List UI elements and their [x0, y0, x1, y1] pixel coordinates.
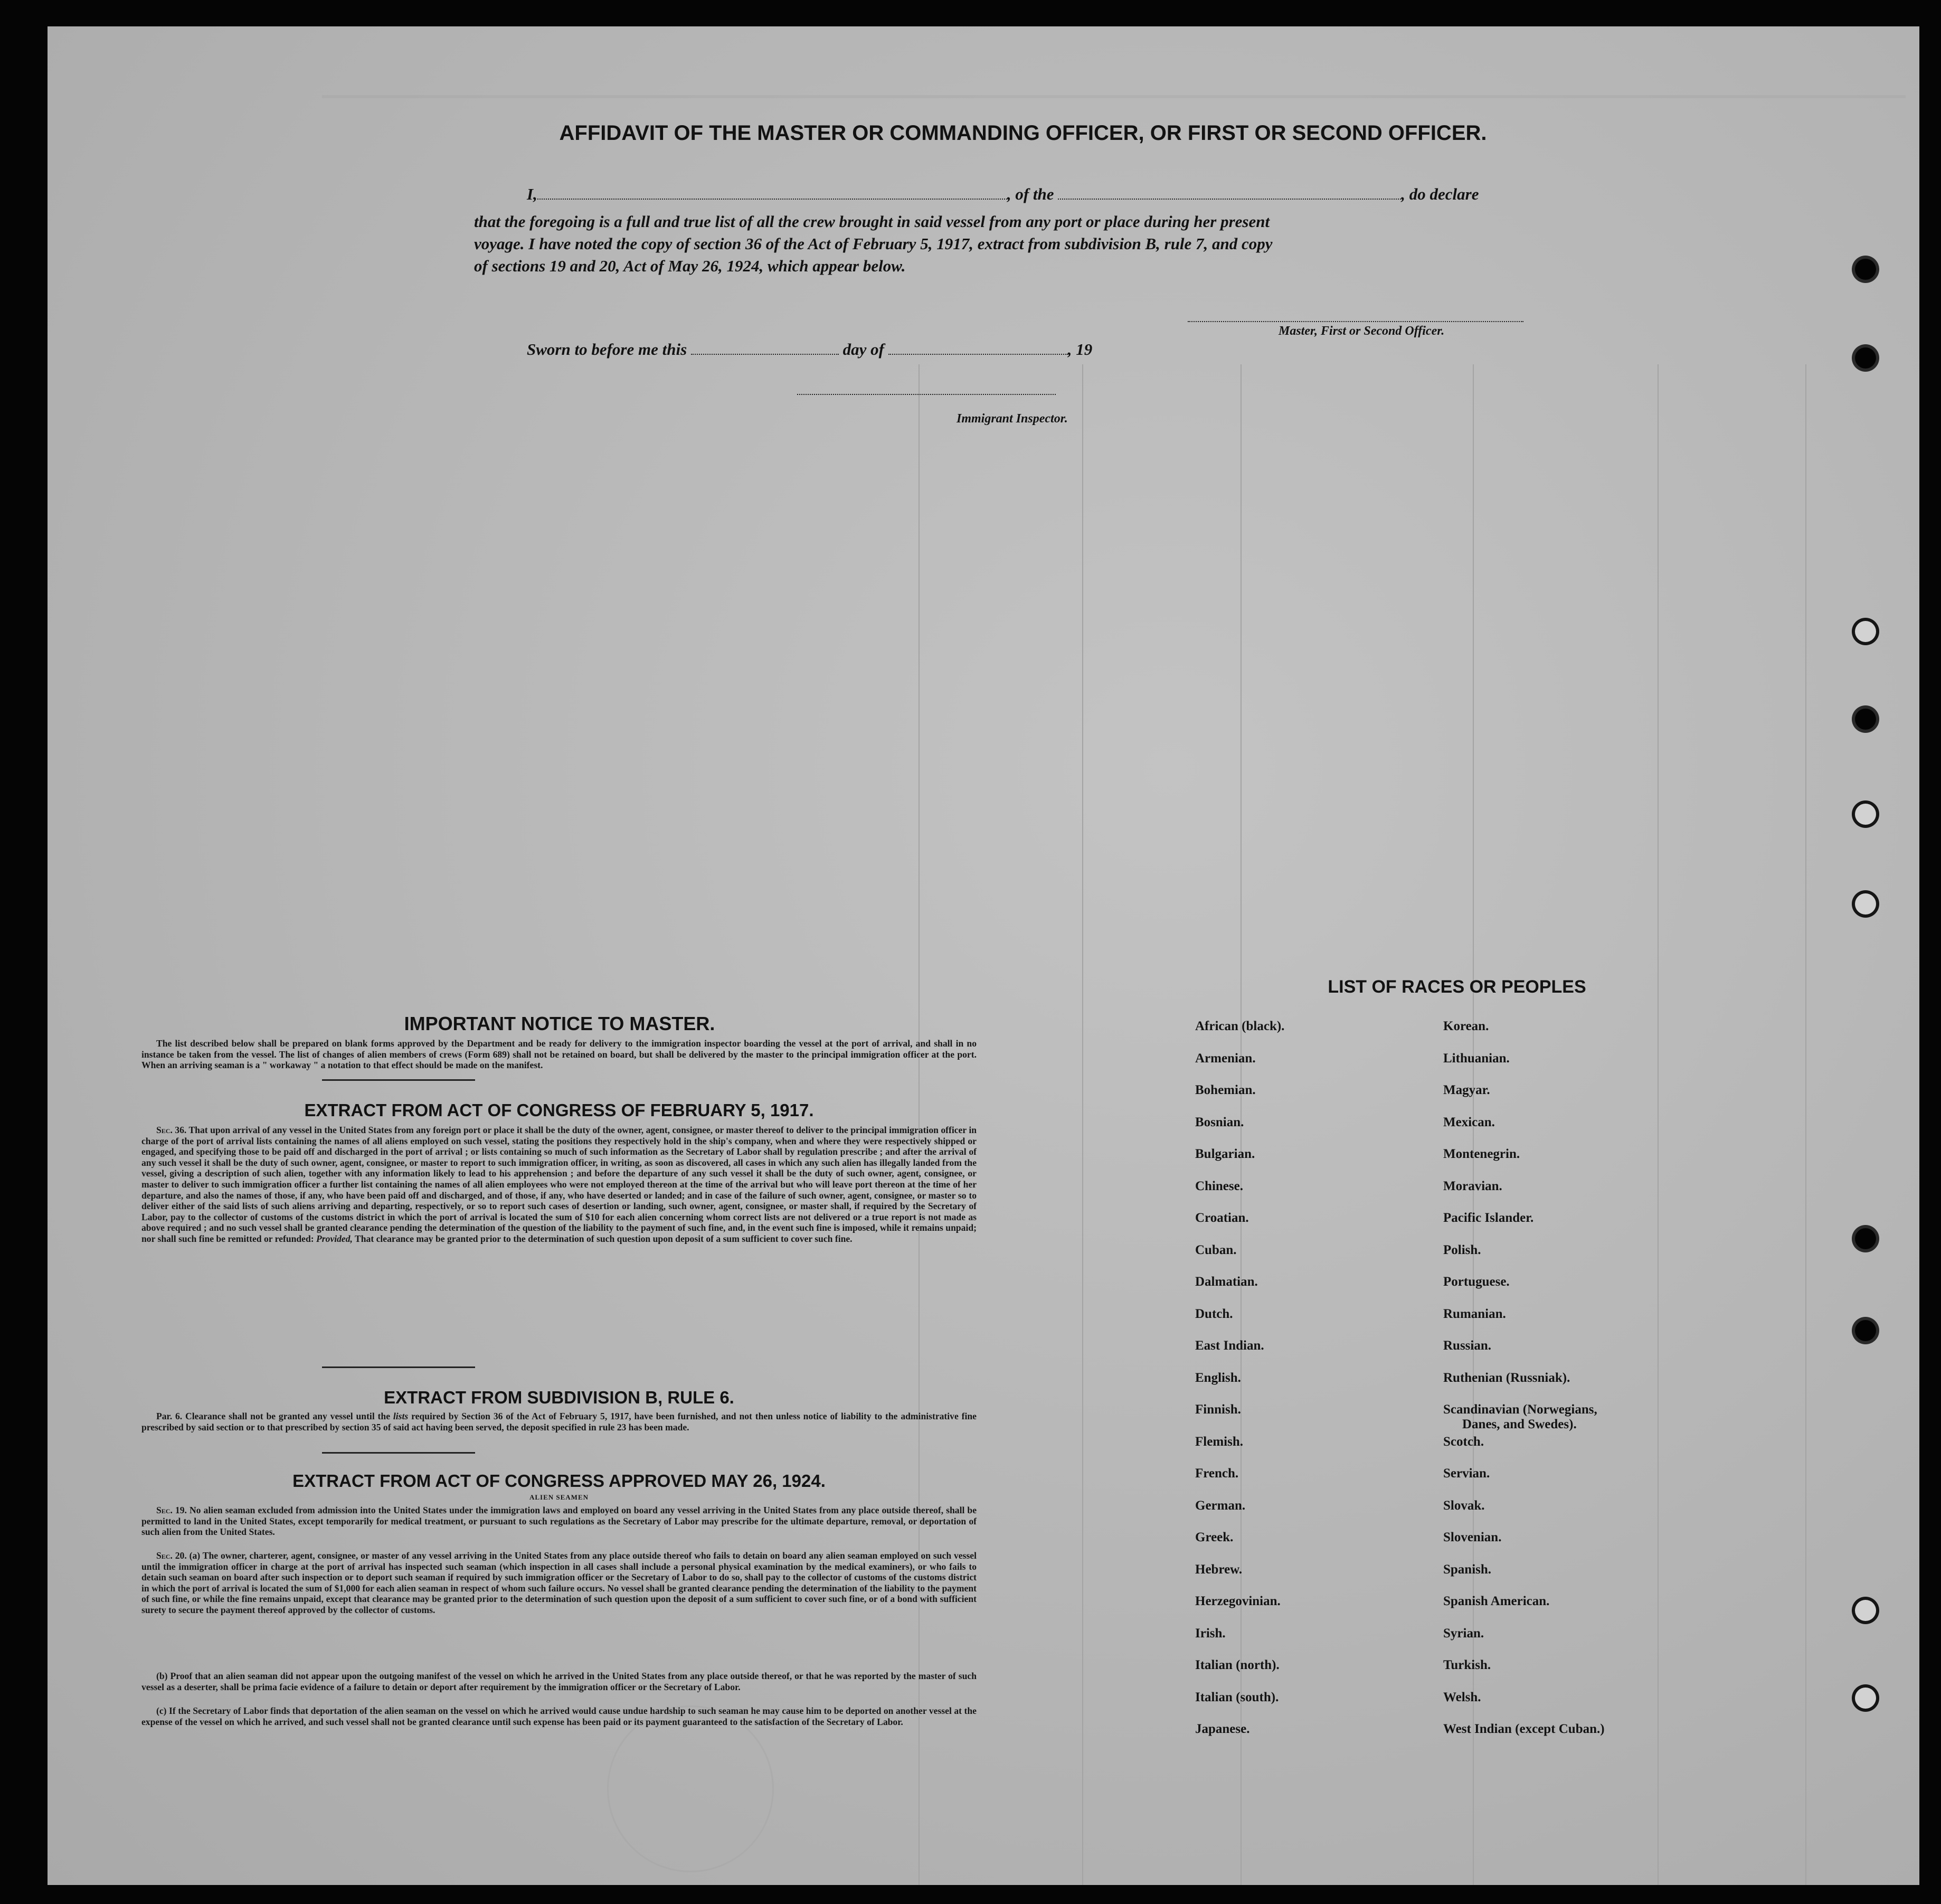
- binder-hole: [1855, 804, 1876, 825]
- race-entry: Spanish American.: [1443, 1594, 1550, 1608]
- race-entry: Cuban.: [1195, 1242, 1237, 1257]
- race-entry: Syrian.: [1443, 1626, 1484, 1641]
- race-entry: Herzegovinian.: [1195, 1594, 1281, 1608]
- race-entry: Mexican.: [1443, 1115, 1495, 1129]
- affidavit-declare-line: [527, 185, 1479, 204]
- act-1924-sec-20a: Sec. 20. (a) The owner, charterer, agent, consignee, or master of any vessel arriving in the United States from any place outside thereof who fails to detain on board any alien seaman employed on such vessel until the immigration officer in charge at the port of arrival has inspected such seaman (which inspection in all cases shall include a personal physical examination by the medical examiners), or who fails to detain such seaman on board after such inspection or to deport such seaman if required by such immigration officer or the Secretary of Labor to do so, shall pay to the collector of customs of the customs district in which the port of arrival is located the sum of $1,000 for each alien seaman in respect of whom such failure occurs. No vessel shall be granted clearance pending the determination of the liability to the payment of such fine, or while the fine remains unpaid, except that clearance may be granted prior to the determination of such question upon the deposit of a sum sufficient to cover such fine, or of a bond with sufficient surety to secure the payment thereof approved by the collector of customs.: [141, 1550, 977, 1615]
- race-entry: Dutch.: [1195, 1306, 1233, 1321]
- race-entry: East Indian.: [1195, 1339, 1264, 1353]
- inspector-signature-line: [797, 393, 1056, 395]
- race-entry: Magyar.: [1443, 1083, 1490, 1097]
- binder-hole: [1855, 893, 1876, 915]
- binder-hole: [1855, 1320, 1876, 1341]
- race-entry: Russian.: [1443, 1339, 1492, 1353]
- race-entry: Dalmatian.: [1195, 1275, 1258, 1289]
- race-entry: Italian (north).: [1195, 1658, 1280, 1672]
- race-entry: Montenegrin.: [1443, 1147, 1520, 1161]
- race-entry: Servian.: [1443, 1466, 1490, 1481]
- act-1917-sec-36: Sec. 36. That upon arrival of any vessel in the United States from any foreign port or place it shall be the duty of the owner, agent, consignee, or master thereof to deliver to the principal immigration officer in charge of the port of arrival lists containing the names of all aliens employed on such vessel, stating the positions they respectively hold in the ship's company, when and where they were respectively shipped or engaged, and specifying those to be paid off and discharged in the port of arrival ; or lists containing so much of such information as the Secretary of Labor shall by regulation prescribe ; and after the arrival of any such vessel it shall be the duty of such owner, agent, consignee, or master to report to such immigration officer, in writing, as soon as discovered, all cases in which any such alien has illegally landed from the vessel, giving a description of such alien, together with any information likely to lead to his apprehension ; and before the departure of any such vessel it shall be the duty of such owner, agent, consignee, or master to deliver to such immigration officer a further list containing the names of all alien employees who were not employed thereon at the time of the arrival but who will leave port thereon at the time of her departure, and also the names of those, if any, who have been paid off and discharged, and of those, if any, who have deserted or landed; and in case of the failure of such owner, agent, consignee, or master so to deliver either of the said lists of such aliens arriving and departing, respectively, or so to report such cases of desertion or landing, such owner, agent, consignee, or master shall, if required by the Secretary of Labor, pay to the collector of customs of the customs district in which the port of arrival is located the sum of $10 for each alien concerning whom correct lists are not delivered or a true report is not made as above required ; and no such vessel shall be granted clearance pending the determination of the question of the liability to the payment of such fine, and, in the event such fine is imposed, while it remains unpaid; nor shall such fine be remitted or refunded: Provided, That clearance may be granted prior to the determination of such question upon deposit of a sum sufficient to cover such fine.: [141, 1125, 977, 1244]
- race-entry: Bohemian.: [1195, 1083, 1256, 1097]
- race-entry: Bulgarian.: [1195, 1147, 1255, 1161]
- act-1924-sec-20b: (b) Proof that an alien seaman did not appear upon the outgoing manifest of the vessel on which he arrived in the United States from any place outside thereof, or that he was reported by the master of such vessel as a deserter, shall be prima facie evidence of a failure to detain or deport after requirement by the immigration officer or the Secretary of Labor.: [141, 1671, 977, 1692]
- race-entry: West Indian (except Cuban.): [1443, 1722, 1605, 1736]
- notice-title: IMPORTANT NOTICE TO MASTER.: [404, 1013, 715, 1034]
- race-entry: Portuguese.: [1443, 1275, 1510, 1289]
- binder-hole: [1855, 347, 1876, 369]
- act-1924-sec-19: Sec. 19. No alien seaman excluded from admission into the United States under the immigration laws and employed on board any vessel arriving in the United States from any place outside thereof, shall be permitted to land in the United States, except temporarily for medical treatment, or pursuant to such regulations as the Secretary of Labor may prescribe for the ultimate departure, removal, or deportation of such alien from the United States.: [141, 1505, 977, 1538]
- race-entry: Korean.: [1443, 1019, 1489, 1033]
- binder-hole: [1855, 621, 1876, 642]
- race-entry: Japanese.: [1195, 1722, 1250, 1736]
- race-entry: Danes, and Swedes).: [1462, 1417, 1577, 1431]
- races-title: LIST OF RACES OR PEOPLES: [1328, 977, 1586, 997]
- document-page: [48, 26, 1919, 1885]
- race-entry: African (black).: [1195, 1019, 1285, 1033]
- race-entry: Slovak.: [1443, 1498, 1485, 1513]
- race-entry: English.: [1195, 1370, 1241, 1385]
- race-entry: Scotch.: [1443, 1434, 1484, 1449]
- race-entry: Spanish.: [1443, 1562, 1492, 1577]
- rule-6-title: EXTRACT FROM SUBDIVISION B, RULE 6.: [384, 1388, 734, 1407]
- binder-hole: [1855, 709, 1876, 730]
- race-entry: Turkish.: [1443, 1658, 1491, 1672]
- ghost-rule: [1082, 364, 1083, 1885]
- affidavit-title: AFFIDAVIT OF THE MASTER OR COMMANDING OFFICER, OR FIRST OR SECOND OFFICER.: [559, 121, 1487, 145]
- race-entry: German.: [1195, 1498, 1246, 1513]
- race-entry: Ruthenian (Russniak).: [1443, 1370, 1570, 1385]
- race-entry: Greek.: [1195, 1530, 1234, 1544]
- race-entry: Irish.: [1195, 1626, 1226, 1641]
- race-entry: Rumanian.: [1443, 1306, 1506, 1321]
- sworn-year: , 19: [1067, 340, 1093, 359]
- section-rule: [322, 1079, 475, 1081]
- inspector-signature-label: Immigrant Inspector.: [957, 412, 1068, 426]
- race-entry: Armenian.: [1195, 1051, 1256, 1066]
- affidavit-line-4: of sections 19 and 20, Act of May 26, 1924, which appear below.: [474, 257, 906, 275]
- act-1924-title: EXTRACT FROM ACT OF CONGRESS APPROVED MAY 26, 1924.: [292, 1471, 826, 1491]
- race-entry: Scandinavian (Norwegians,: [1443, 1402, 1597, 1417]
- race-entry: Lithuanian.: [1443, 1051, 1510, 1066]
- race-entry: Flemish.: [1195, 1434, 1243, 1449]
- race-entry: Welsh.: [1443, 1690, 1481, 1704]
- race-entry: Croatian.: [1195, 1211, 1249, 1225]
- race-entry: Chinese.: [1195, 1179, 1243, 1193]
- race-entry: Polish.: [1443, 1242, 1481, 1257]
- race-entry: Italian (south).: [1195, 1690, 1279, 1704]
- race-entry: Moravian.: [1443, 1179, 1502, 1193]
- sworn-prefix: Sworn to before me this: [527, 340, 687, 359]
- act-1924-sec-20c: (c) If the Secretary of Labor finds that deportation of the alien seaman on the vessel on which he arrived would cause undue hardship to such seaman he may cause him to be deported on another vessel at the expense of the vessel on which he arrived, and such vessel shall not be granted clearance until such expense has been paid or its payment guaranteed to the satisfaction of the Secretary of Labor.: [141, 1705, 977, 1727]
- race-entry: Bosnian.: [1195, 1115, 1244, 1129]
- binder-hole: [1855, 1688, 1876, 1709]
- sworn-line: [527, 340, 1092, 359]
- binder-hole: [1855, 1228, 1876, 1249]
- race-entry: Pacific Islander.: [1443, 1211, 1534, 1225]
- affidavit-i: I,: [527, 185, 537, 203]
- act-1924-subtitle: ALIEN SEAMEN: [529, 1493, 589, 1501]
- ghost-rule: [1658, 364, 1659, 1885]
- embossed-seal: [607, 1705, 774, 1872]
- binder-hole: [1855, 1600, 1876, 1621]
- sworn-day: day of: [842, 340, 884, 359]
- rule-6-body: Par. 6. Clearance shall not be granted any vessel until the lists required by Section 36 of the Act of February 5, 1917, have been furnished, and not then unless notice of liability to the administrative fine prescribed by said section or to that prescribed by section 35 of said act having been served, the deposit specified in rule 23 has been made.: [141, 1411, 977, 1432]
- race-entry: Finnish.: [1195, 1402, 1241, 1417]
- master-signature-line: [1188, 320, 1523, 322]
- ghost-rule: [1805, 364, 1806, 1885]
- notice-body: The list described below shall be prepared on blank forms approved by the Department and be ready for delivery to the immigration inspector boarding the vessel at the port of arrival, and shall in no instance be taken from the vessel. The list of changes of alien members of crews (Form 689) shall not be retained on board, but shall be delivered by the master to the principal immigration officer at the port. When an arriving seaman is a " workaway " a notation to that effect should be made on the manifest.: [141, 1038, 977, 1071]
- binder-hole: [1855, 259, 1876, 280]
- section-rule: [322, 1366, 475, 1368]
- act-1917-title: EXTRACT FROM ACT OF CONGRESS OF FEBRUARY 5, 1917.: [304, 1100, 814, 1120]
- affidavit-line-3: voyage. I have noted the copy of section 36 of the Act of February 5, 1917, extract from subdivision B, rule 7, and copy: [474, 234, 1273, 253]
- race-entry: Hebrew.: [1195, 1562, 1243, 1577]
- affidavit-line-2: that the foregoing is a full and true list of all the crew brought in said vessel from any port or place during her present: [474, 212, 1270, 231]
- race-entry: French.: [1195, 1466, 1239, 1481]
- affidavit-do-declare: , do declare: [1401, 185, 1479, 203]
- race-entry: Slovenian.: [1443, 1530, 1502, 1544]
- master-signature-label: Master, First or Second Officer.: [1279, 324, 1445, 338]
- section-rule: [322, 1452, 475, 1454]
- affidavit-of-the: , of the: [1007, 185, 1054, 203]
